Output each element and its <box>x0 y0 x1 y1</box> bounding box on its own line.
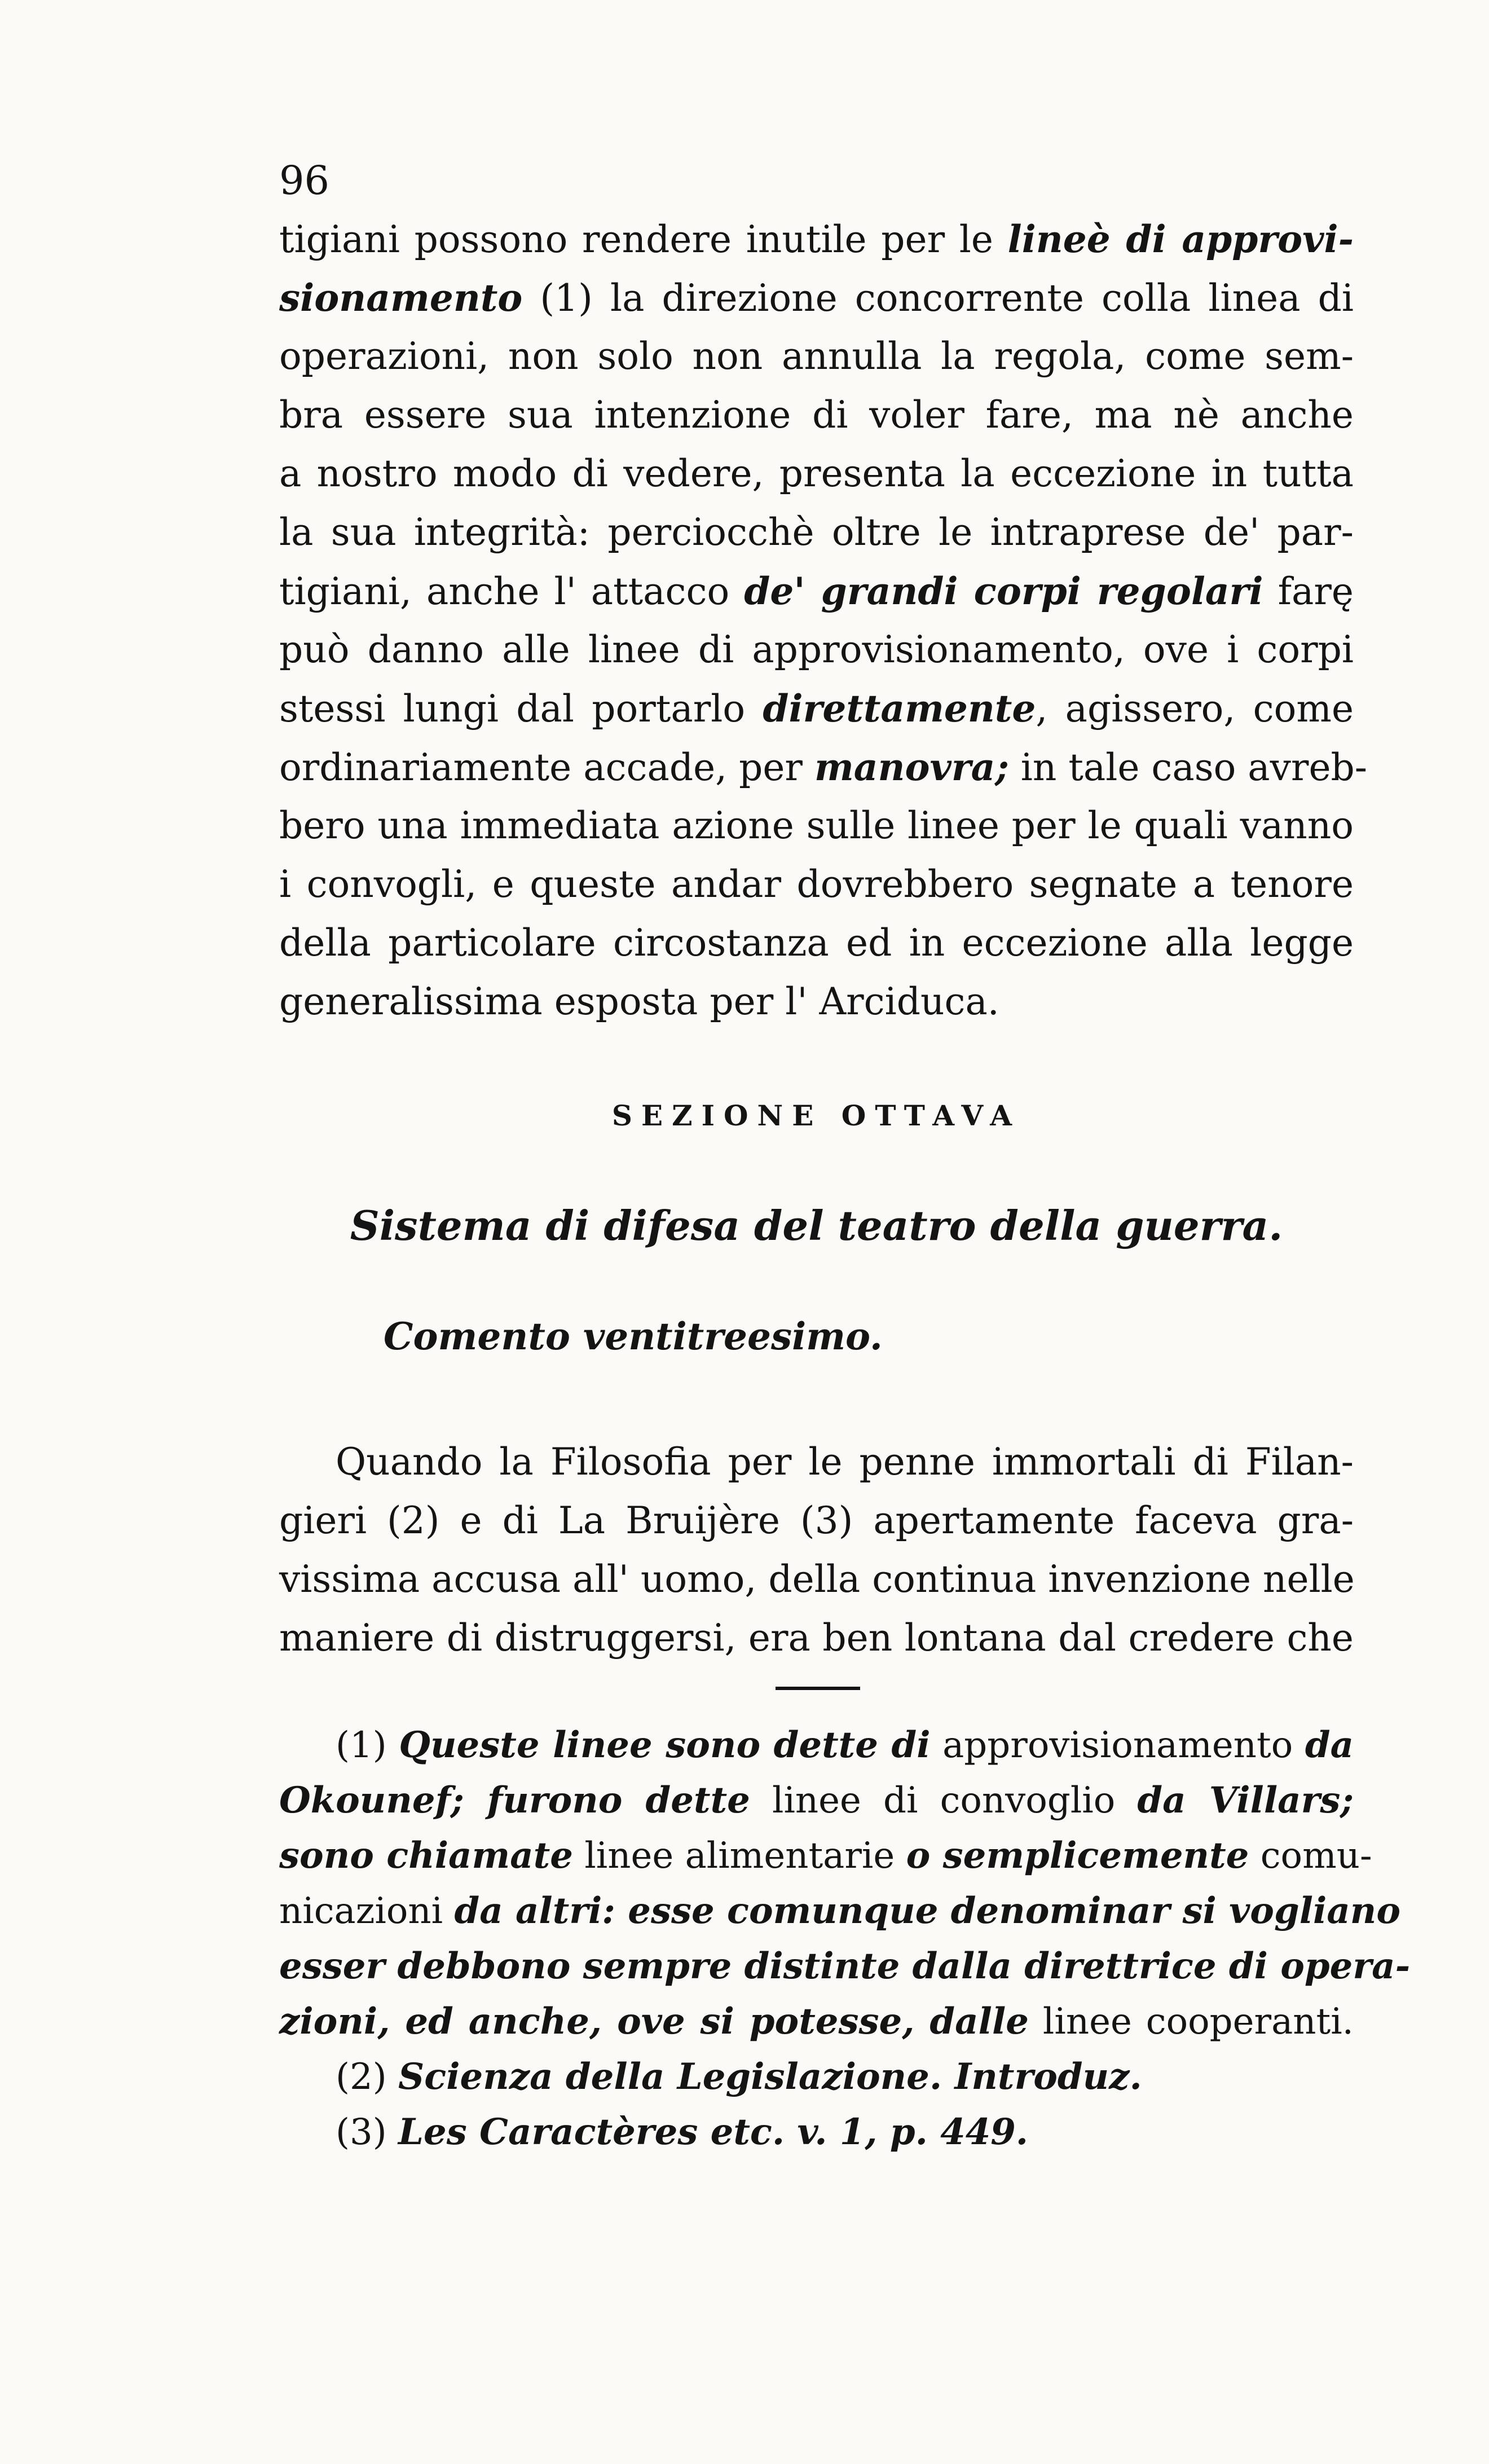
text-line: sionamento (1) la direzione concorrente colla linea di <box>279 276 1354 320</box>
text-line: Quando la Filosofia per le penne immortali di Filan- <box>336 1440 1354 1484</box>
footnote-line: (3) Les Caractères etc. v. 1, p. 449. <box>336 2111 1029 2153</box>
text-line: ordinariamente accade, per manovra; in tale caso avreb- <box>279 745 1368 789</box>
text-line: operazioni, non solo non annulla la regola, come sem- <box>279 335 1354 378</box>
footnote-line: esser debbono sempre distinte dalla direttrice di opera- <box>279 1945 1411 1987</box>
text-line: la sua integrità: perciocchè oltre le intraprese de' par- <box>279 511 1354 554</box>
footnote-line: (2) Scienza della Legislazione. Introduz. <box>336 2056 1142 2098</box>
text-line: bero una immediata azione sulle linee per le quali vanno <box>279 804 1354 847</box>
footnote-line: nicazioni da altri: esse comunque denominar si vogliano <box>279 1890 1400 1932</box>
text-line: generalissima esposta per l' Arciduca. <box>279 980 999 1023</box>
footnote-line: sono chiamate linee alimentarie o semplicemente comu- <box>279 1834 1372 1877</box>
footnote-line: Okounef; furono dette linee di convoglio da Villars; <box>279 1779 1354 1821</box>
text-line: bra essere sua intenzione di voler fare, ma nè anche <box>279 393 1354 437</box>
text-line: a nostro modo di vedere, presenta la eccezione in tutta <box>279 452 1354 495</box>
text-line: vissima accusa all' uomo, della continua invenzione nelle <box>279 1557 1355 1601</box>
footnote-divider <box>776 1687 860 1690</box>
text-line: tigiani possono rendere inutile per le lineè di approvi- <box>279 217 1354 261</box>
text-line: della particolare circostanza ed in eccezione alla legge <box>279 921 1354 965</box>
footnote-line: zioni, ed anche, ove si potesse, dalle linee cooperanti. <box>279 2000 1354 2043</box>
page-number: 96 <box>279 157 330 204</box>
second-paragraph <box>279 1433 1354 1667</box>
text-line: tigiani, anche l' attacco de' grandi corpi regolari farę <box>279 569 1354 613</box>
text-line: i convogli, e queste andar dovrebbero segnate a tenore <box>279 863 1354 906</box>
text-line: gieri (2) e di La Bruijère (3) apertamente faceva gra- <box>279 1499 1354 1542</box>
commentary-title: Comento ventitreesimo. <box>384 1314 883 1358</box>
main-paragraph <box>279 210 1368 1031</box>
footnotes <box>279 1718 1411 2160</box>
section-subtitle: Sistema di difesa del teatro della guerra. <box>350 1202 1283 1249</box>
section-heading: SEZIONE OTTAVA <box>611 1099 1021 1132</box>
footnote-line: (1) Queste linee sono dette di approvisionamento da <box>336 1724 1354 1766</box>
text-line: può danno alle linee di approvisionamento, ove i corpi <box>279 628 1354 671</box>
text-line: maniere di distruggersi, era ben lontana dal credere che <box>279 1616 1354 1660</box>
text-line: stessi lungi dal portarlo direttamente, agissero, come <box>279 687 1354 731</box>
